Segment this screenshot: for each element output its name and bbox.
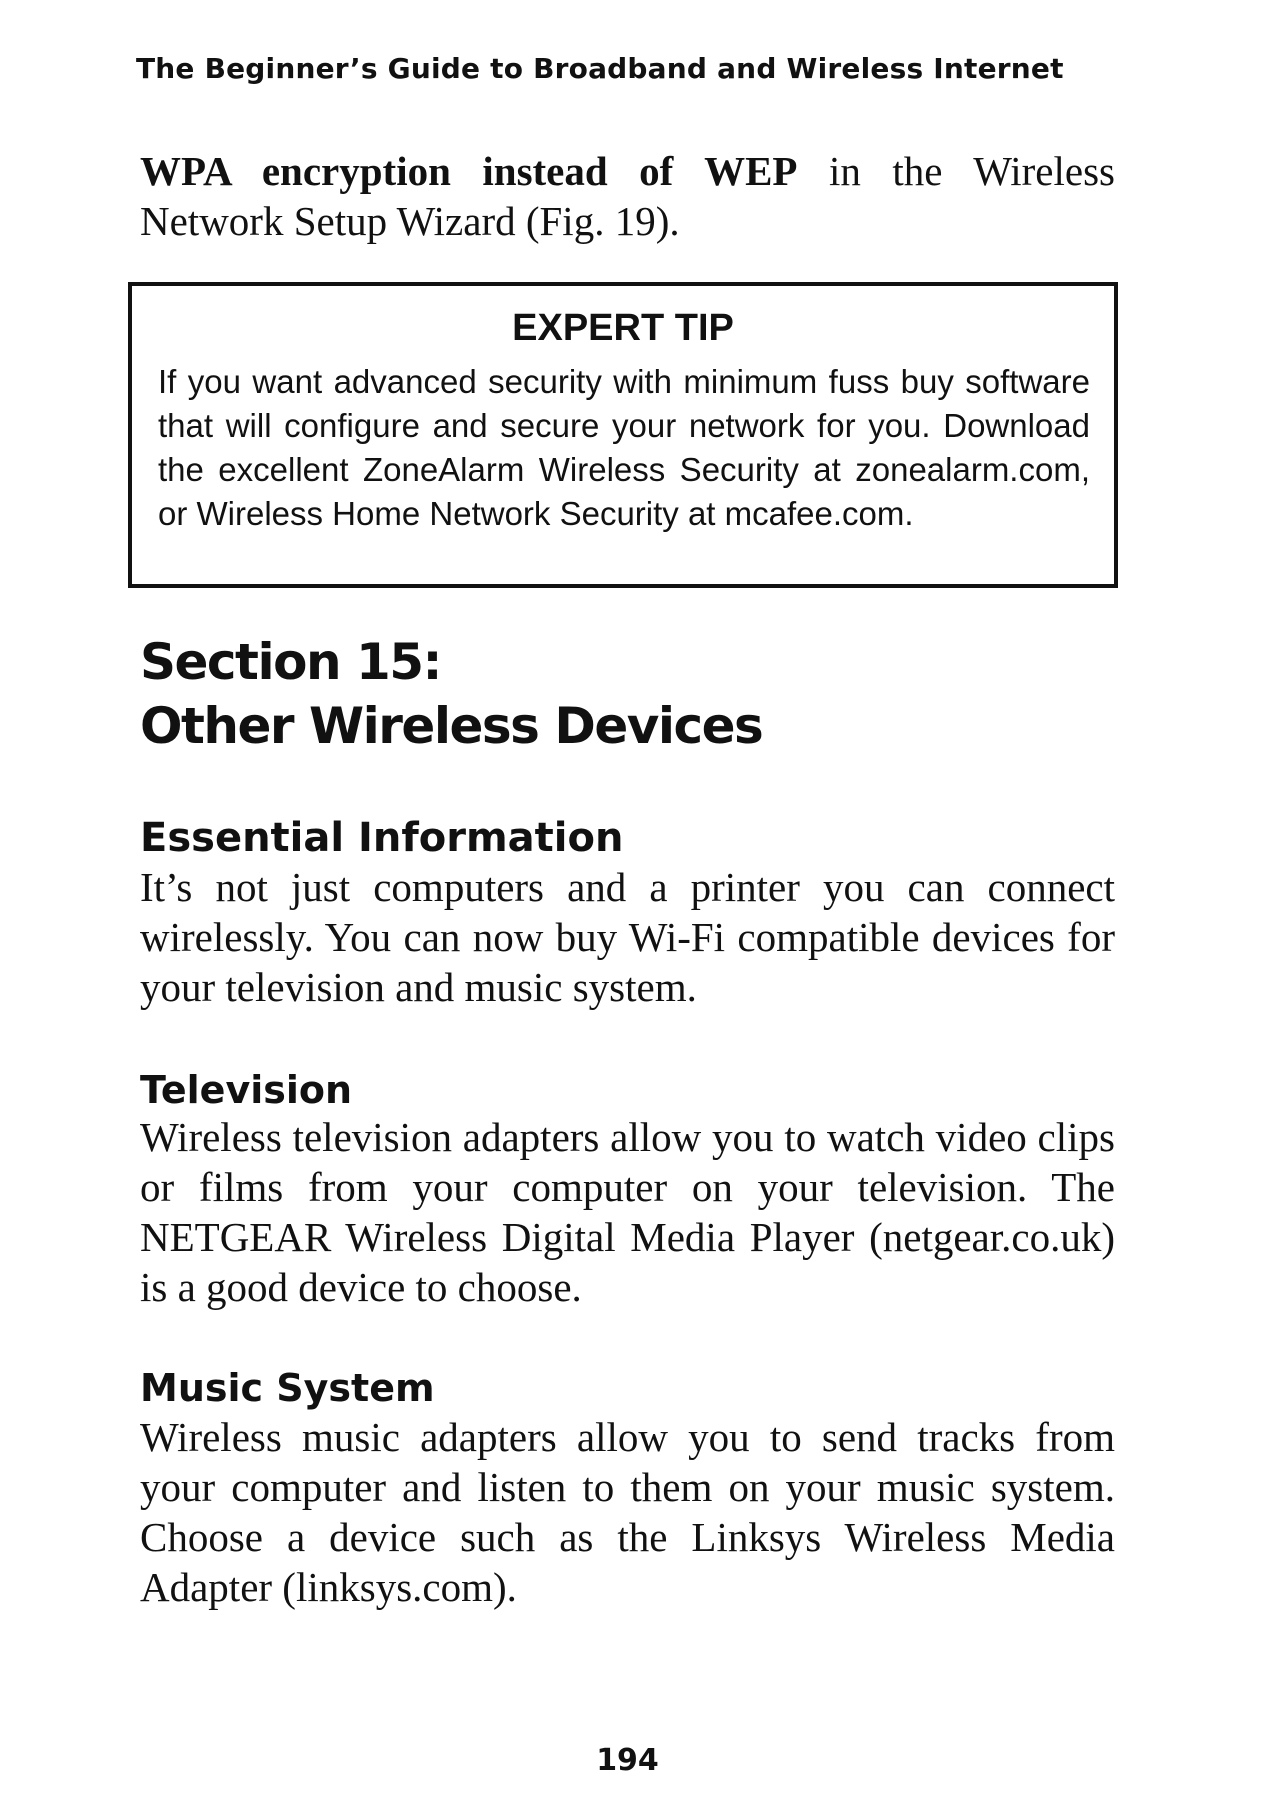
essential-information-paragraph: It’s not just computers and a printer you can connect wirelessly. You can now buy Wi-Fi compatible devices for your television and music system. [140, 864, 1115, 1010]
expert-tip-text: If you want advanced security with minimum fuss buy software that will configure and secure your network for you. Download the excellent ZoneAlarm Wireless Security at zonealarm.com, or Wireless Home Network Security at mcafee.com. [158, 363, 1090, 532]
intro-rest-text: in the Wireless Network Setup Wizard (Fig. 19). [140, 148, 1116, 244]
running-header: The Beginner’s Guide to Broadband and Wireless Internet [136, 52, 1064, 85]
page-number: 194 [596, 1743, 659, 1778]
section-title-line2: Other Wireless Devices [140, 697, 763, 755]
intro-paragraph [140, 146, 1115, 246]
music-system-paragraph: Wireless music adapters allow you to send tracks from your computer and listen to them on your music system. Choose a device such as the Linksys Wireless Media Adapter (linksys.com). [140, 1414, 1115, 1610]
section-title-line1: Section 15: [140, 633, 442, 691]
section-title [140, 630, 762, 758]
expert-tip-title: EXPERT TIP [512, 307, 734, 349]
television-heading: Television [140, 1068, 353, 1112]
music-system-heading: Music System [140, 1366, 435, 1410]
intro-bold-text: WPA encryption instead of WEP [140, 148, 798, 194]
television-paragraph: Wireless television adapters allow you to watch video clips or films from your computer on your television. The NETGEAR Wireless Digital Media Player (netgear.co.uk) is a good device to choose. [140, 1114, 1115, 1310]
expert-tip-box [128, 282, 1118, 588]
essential-information-heading: Essential Information [140, 815, 624, 861]
